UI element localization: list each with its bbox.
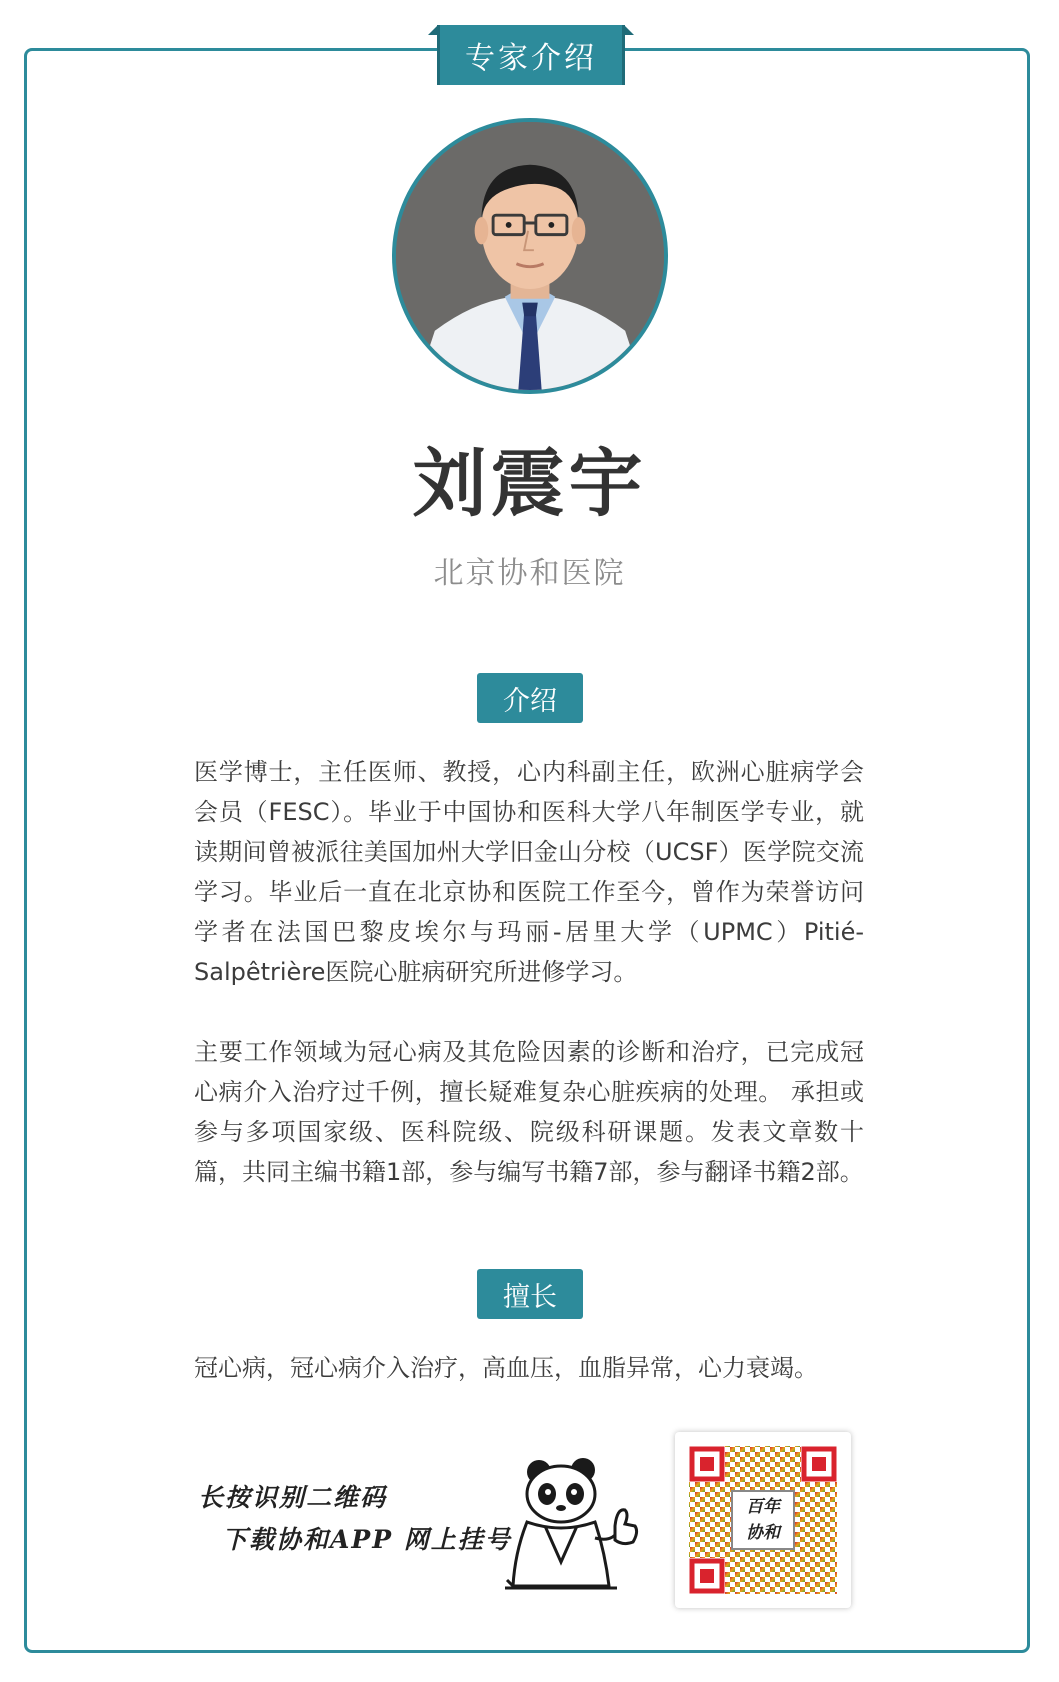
qr-caption-line-1: 长按识别二维码: [198, 1483, 388, 1512]
intro-section-label: 介绍: [503, 685, 557, 717]
qr-center-line-2: 协和: [746, 1523, 780, 1543]
header-tab: [437, 25, 625, 85]
intro-paragraph-1: 医学博士，主任医师、教授，心内科副主任，欧洲心脏病学会会员（FESC）。毕业于中国协和医科大学八年制医学专业，就读期间曾被派往美国加州大学旧金山分校（UCSF）医学院交流学习。毕业后一直在北京协和医院工作至今，曾作为荣誉访问学者在法国巴黎皮埃尔与玛丽-居里大学（UPMC）Pitié-Salpêtrière医院心脏病研究所进修学习。: [194, 758, 864, 986]
intro-section-tag: [477, 673, 583, 723]
qr-code[interactable]: [675, 1432, 851, 1608]
qr-center-line-1: 百年: [746, 1497, 780, 1517]
expertise-section-tag: [477, 1269, 583, 1319]
qr-center-logo: [731, 1490, 795, 1550]
doctor-name: 刘震宇: [412, 441, 647, 527]
panda-doctor-illustration: [505, 1452, 655, 1592]
hospital-name: 北京协和医院: [433, 556, 626, 591]
expertise-section-label: 擅长: [503, 1281, 557, 1313]
qr-caption-line-2: 下载协和APP 网上挂号: [222, 1525, 512, 1554]
doctor-avatar: [392, 118, 668, 394]
header-tab-label: 专家介绍: [465, 41, 597, 76]
expertise-text: 冠心病，冠心病介入治疗，高血压，血脂异常，心力衰竭。: [194, 1354, 818, 1382]
doctor-portrait-image: [396, 122, 664, 390]
intro-paragraph-2: 主要工作领域为冠心病及其危险因素的诊断和治疗，已完成冠心病介入治疗过千例，擅长疑难复杂心脏疾病的处理。 承担或参与多项国家级、医科院级、院级科研课题。发表文章数十篇，共同主编书籍1部，参与编写书籍7部，参与翻译书籍2部。: [194, 1038, 864, 1186]
